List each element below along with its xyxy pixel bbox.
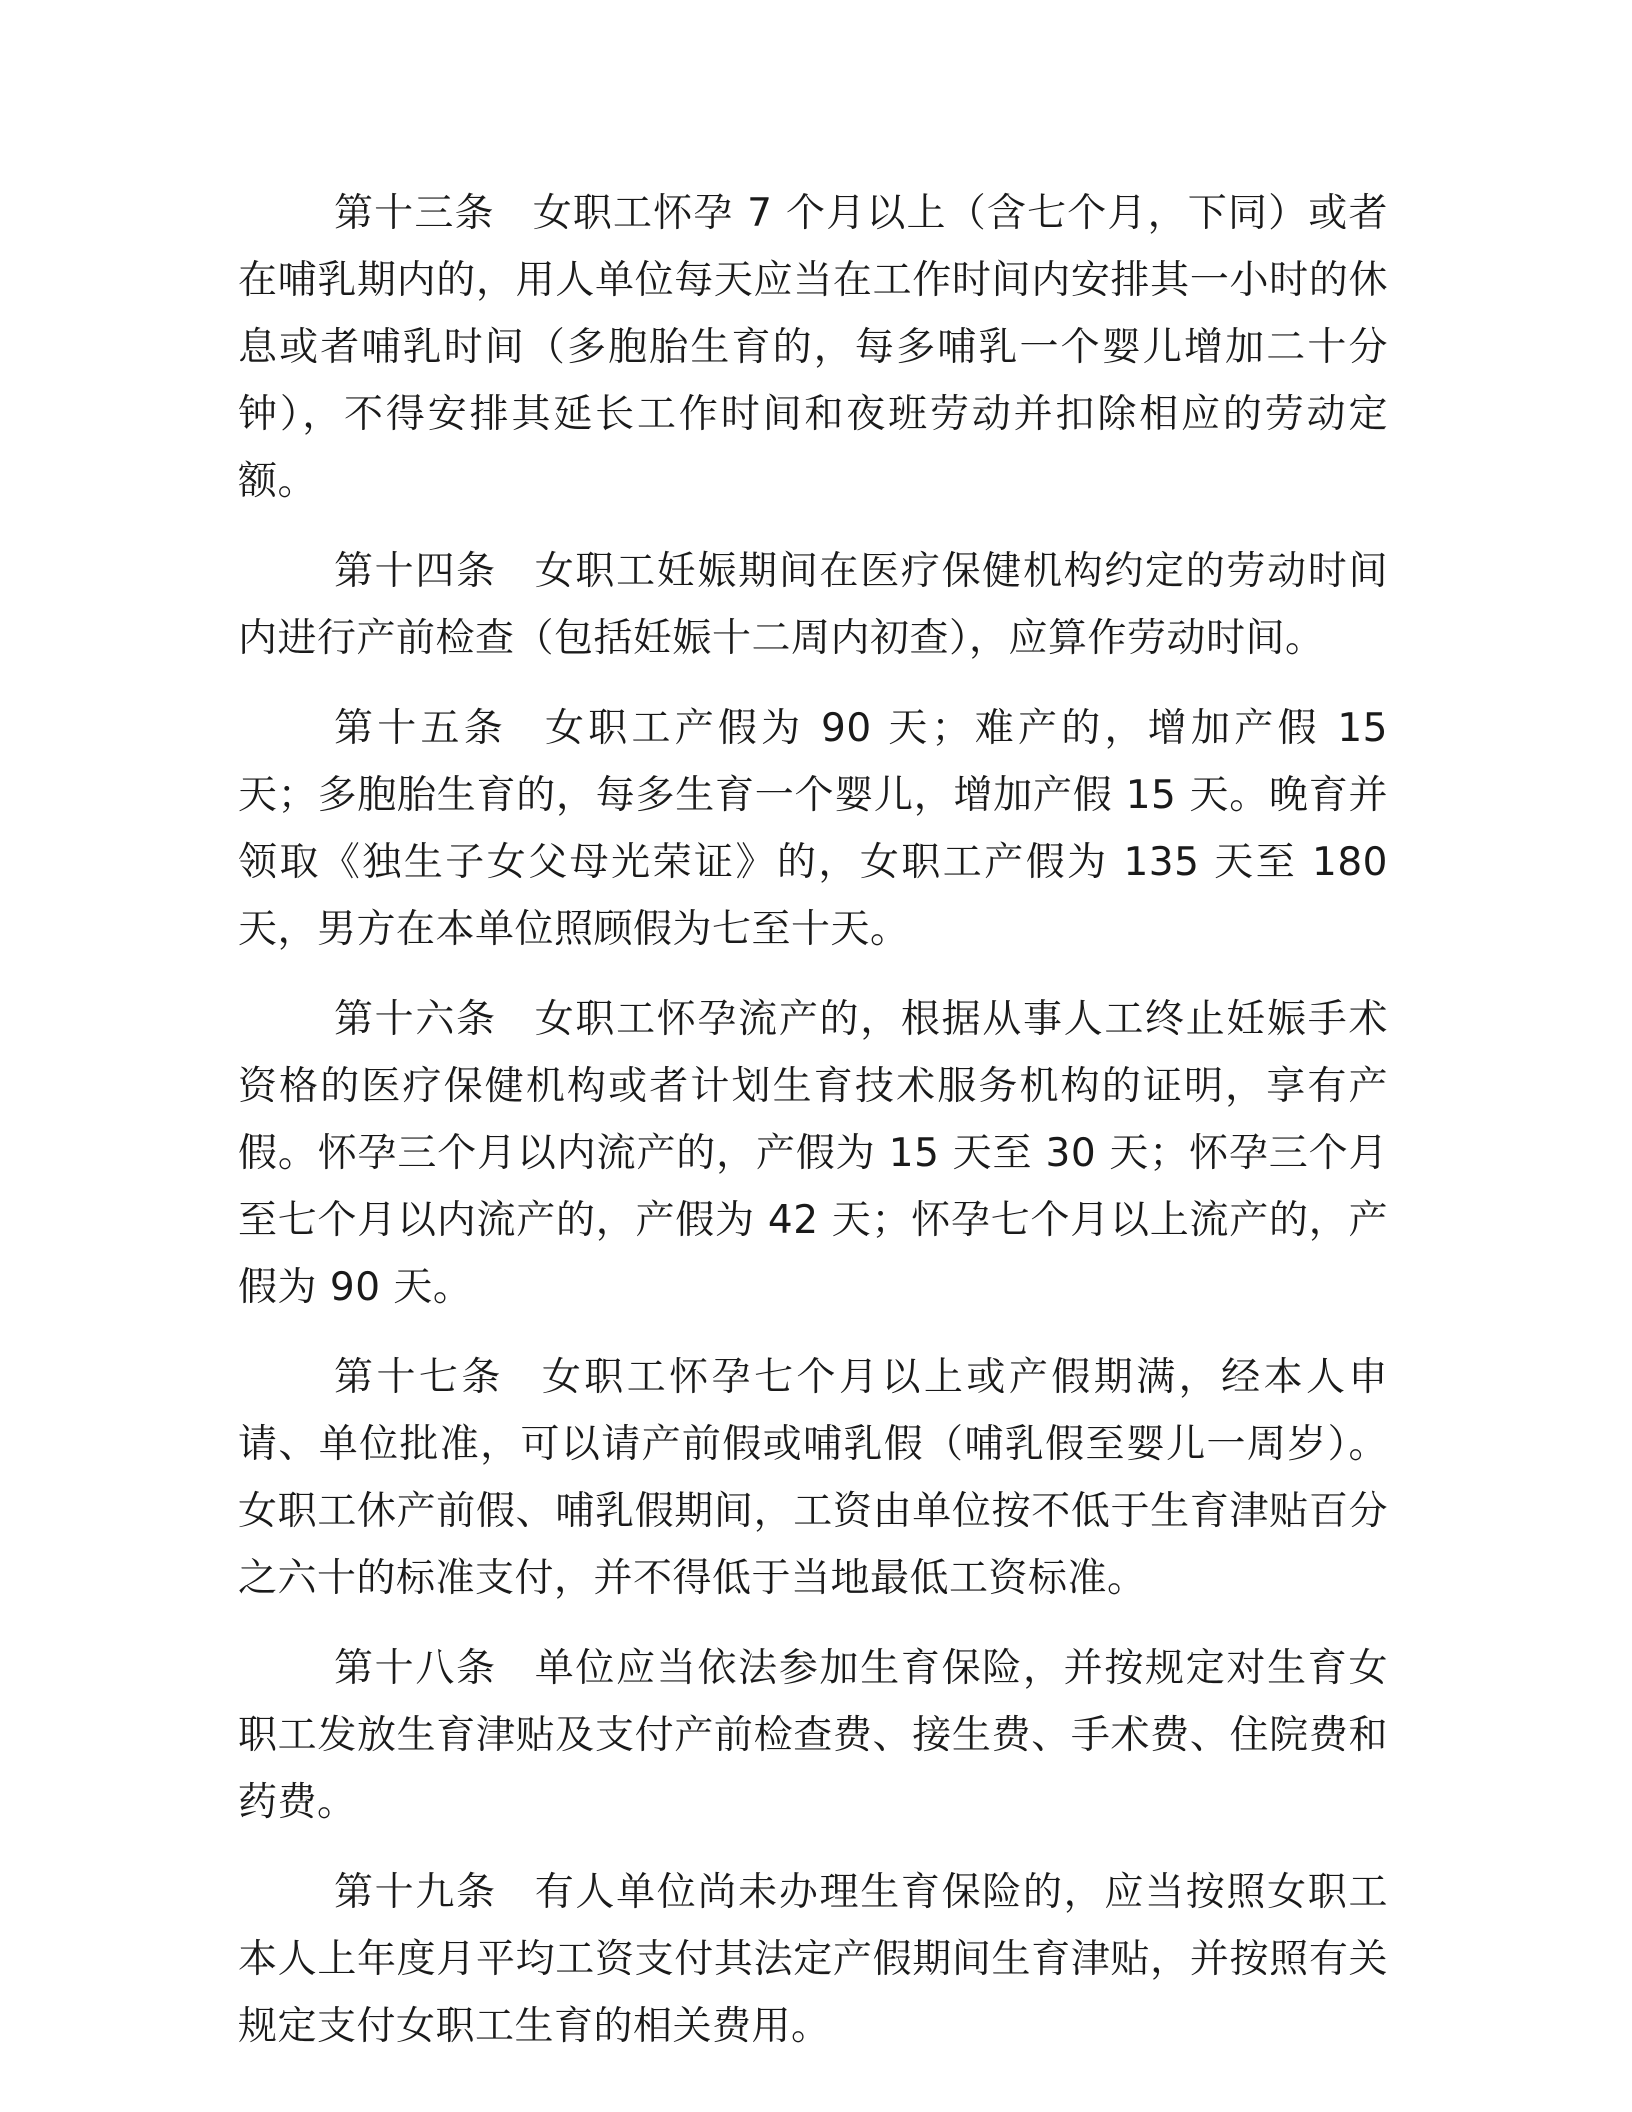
article-16 — [238, 986, 1388, 1321]
article-19 — [238, 1859, 1388, 2060]
article-number: 第十八条 — [334, 1646, 497, 1691]
article-text: 女职工妊娠期间在医疗保健机构约定的劳动时间内进行产前检查（包括妊娠十二周内初查），应算作劳动时间。 — [238, 549, 1388, 661]
article-text: 有人单位尚未办理生育保险的，应当按照女职工本人上年度月平均工资支付其法定产假期间生育津贴，并按照有关规定支付女职工生育的相关费用。 — [238, 1870, 1388, 2049]
article-number: 第十三条 — [334, 191, 495, 236]
article-text: 女职工怀孕流产的，根据从事人工终止妊娠手术资格的医疗保健机构或者计划生育技术服务机构的证明，享有产假。怀孕三个月以内流产的，产假为 15 天至 30 天；怀孕三个月至七个月以内流产的，产假为 42 天；怀孕七个月以上流产的，产假为 90 天。 — [238, 997, 1388, 1310]
article-number: 第十五条 — [334, 706, 507, 751]
article-18 — [238, 1635, 1388, 1836]
article-number: 第十九条 — [334, 1870, 497, 1915]
article-15 — [238, 695, 1388, 963]
article-13 — [238, 180, 1388, 515]
article-text: 女职工产假为 90 天；难产的，增加产假 15 天；多胞胎生育的，每多生育一个婴儿，增加产假 15 天。晚育并领取《独生子女父母光荣证》的，女职工产假为 135 天至 180 天，男方在本单位照顾假为七至十天。 — [238, 706, 1388, 952]
article-14 — [238, 538, 1388, 672]
document-body — [238, 180, 1388, 2083]
article-number: 第十四条 — [334, 549, 497, 594]
article-text: 女职工怀孕七个月以上或产假期满，经本人申请、单位批准，可以请产前假或哺乳假（哺乳假至婴儿一周岁）。女职工休产前假、哺乳假期间，工资由单位按不低于生育津贴百分之六十的标准支付，并不得低于当地最低工资标准。 — [238, 1355, 1388, 1601]
article-text: 单位应当依法参加生育保险，并按规定对生育女职工发放生育津贴及支付产前检查费、接生费、手术费、住院费和药费。 — [238, 1646, 1388, 1825]
article-number: 第十六条 — [334, 997, 497, 1042]
article-17 — [238, 1344, 1388, 1612]
article-number: 第十七条 — [334, 1355, 504, 1400]
article-text: 女职工怀孕 7 个月以上（含七个月，下同）或者在哺乳期内的，用人单位每天应当在工作时间内安排其一小时的休息或者哺乳时间（多胞胎生育的，每多哺乳一个婴儿增加二十分钟），不得安排其延长工作时间和夜班劳动并扣除相应的劳动定额。 — [238, 191, 1388, 504]
